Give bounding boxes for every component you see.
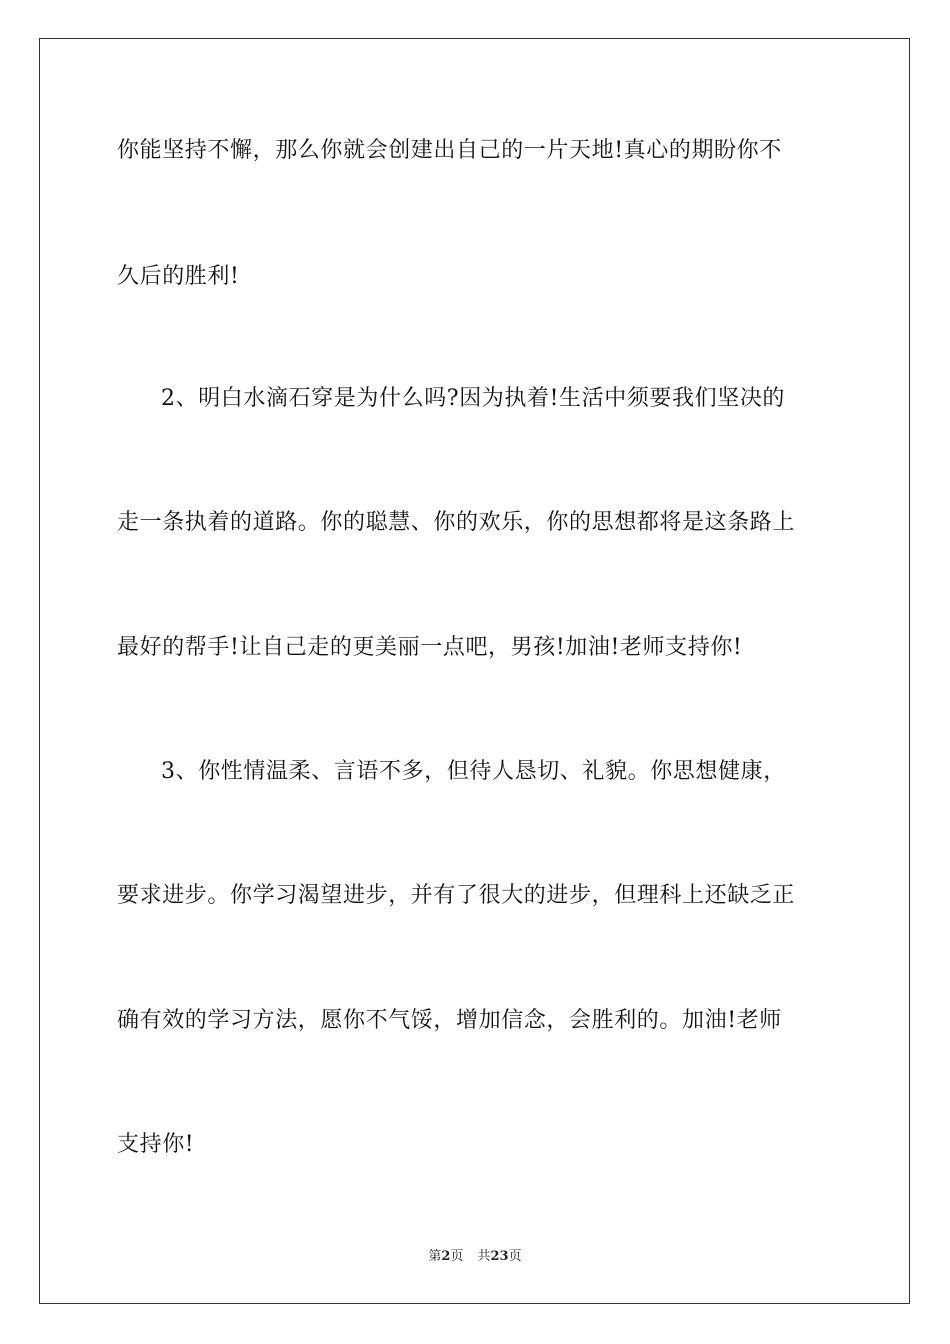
paragraph-3-line-1: 3、你性情温柔、言语不多，但待人恳切、礼貌。你思想健康， xyxy=(161,759,786,784)
paragraph-2-line-1: 2、明白水滴石穿是为什么吗?因为执着!生活中须要我们坚决的 xyxy=(161,386,786,411)
paragraph-3-line-4: 支持你! xyxy=(117,1132,195,1157)
page-suffix: 页 xyxy=(450,1249,464,1264)
page-footer xyxy=(0,1248,950,1266)
total-pages: 23 xyxy=(490,1249,509,1264)
total-prefix: 共 xyxy=(477,1249,491,1264)
paragraph-1-line-1: 你能坚持不懈，那么你就会创建出自己的一片天地!真心的期盼你不 xyxy=(117,138,782,163)
page-prefix: 第 xyxy=(428,1249,442,1264)
paragraph-2-line-3: 最好的帮手!让自己走的更美丽一点吧，男孩!加油!老师支持你! xyxy=(117,635,743,660)
paragraph-3-line-2: 要求进步。你学习渴望进步，并有了很大的进步，但理科上还缺乏正 xyxy=(117,883,796,908)
paragraph-2-line-2: 走一条执着的道路。你的聪慧、你的欢乐，你的思想都将是这条路上 xyxy=(117,510,796,535)
page-number: 2 xyxy=(441,1249,451,1264)
paragraph-3-line-3: 确有效的学习方法，愿你不气馁，增加信念，会胜利的。加油!老师 xyxy=(117,1008,782,1033)
paragraph-1-line-2: 久后的胜利! xyxy=(117,264,240,289)
total-suffix: 页 xyxy=(508,1249,522,1264)
page-border xyxy=(39,38,910,1304)
